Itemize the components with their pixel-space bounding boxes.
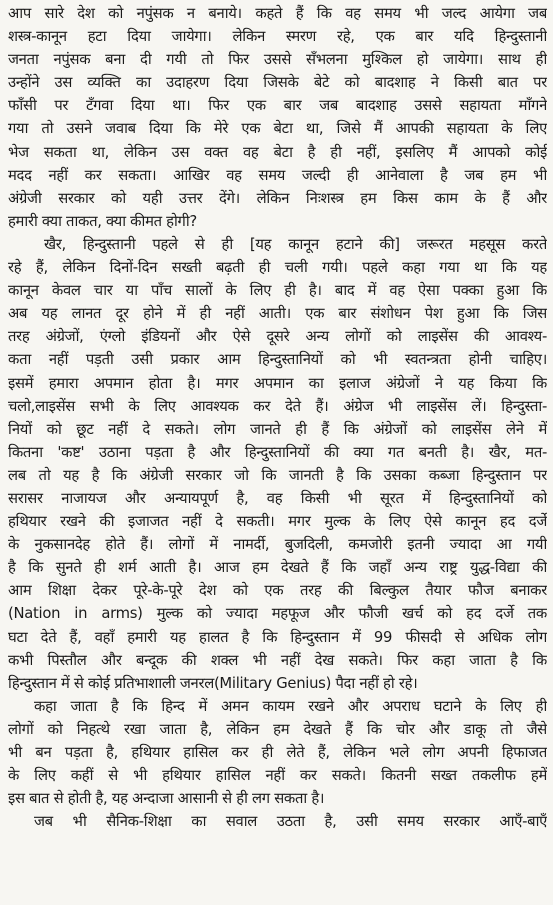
text-line: अब यह लानत दूर होने में ही नहीं आती। एक बार संशोधन पेश हुआ कि जिस <box>8 305 547 323</box>
text-line: के नुकसानदेह होते हैं। लोगों में नामर्दी, बुजदिली, कमजोरी इतनी ज्यादा आ गयी <box>8 536 547 554</box>
text-line: हिन्दुस्तान में से कोई प्रतिभाशाली जनरल(Military Genius) पैदा नहीं हो रहे। <box>8 674 418 692</box>
text-line: फाँसी पर टँगवा दिया था। फिर एक बार जब बादशाह उससे सहायता माँगने <box>8 97 547 115</box>
text-line: है कि सुनते ही शर्म आती है। आज हम देखते हैं कि जहाँ अन्य राष्ट्र युद्ध-विद्या की <box>8 559 547 577</box>
paragraph-start-line: खैर, हिन्दुस्तानी पहले से ही [यह कानून हटाने की] जरूरत महसूस करते <box>44 235 547 253</box>
text-line: लब तो यह है कि अंग्रेजी सरकार जो कि जानती है कि उसका कब्जा हिन्दुस्तान पर <box>8 466 547 484</box>
text-line: इस बात से होती है, यह अन्दाजा आसानी से ही लग सकता है। <box>8 790 325 808</box>
paragraph-start-line: कहा जाता है कि हिन्द में अमन कायम रखने और अपराध घटाने के लिए ही <box>34 697 547 715</box>
text-line: भेज सकता था, लेकिन उस वक्त वह बेटा है ही नहीं, इसलिए मैं आपको कोई <box>8 143 547 161</box>
text-line: हथियार रखने की इजाजत नहीं दे सकती। मगर मुल्क के लिए ऐसे कानून हद दर्जे <box>8 513 547 531</box>
text-line: तरह अंग्रेजों, एंग्लो इंडियनों और ऐसे दूसरे अन्य लोगों को लाइसेंस की आवश्य- <box>8 328 547 346</box>
text-line: कता नहीं पड़ती उसी प्रकार आम हिन्दुस्तानियों को भी स्वतन्त्रता होनी चाहिए। <box>8 351 547 369</box>
text-line: उन्होंने उस व्यक्ति का उदाहरण दिया जिसके बेटे को बादशाह ने किसी बात पर <box>8 74 547 92</box>
text-line: सरासर नाजायज और अन्यायपूर्ण है, वह किसी भी सूरत में हिन्दुस्तानियों को <box>8 489 547 507</box>
text-line: भी बन पड़ता है, हथियार हासिल कर ही लेते हैं, लेकिन भले लोग अपनी हिफाजत <box>8 744 547 761</box>
text-line: आम शिक्षा देकर पूरे-के-पूरे देश को एक तरह की बिल्कुल तैयार फौज बनाकर <box>8 582 547 600</box>
text-line: गया तो उसने जवाब दिया कि मेरे एक बेटा था, जिसे मैं आपकी सहायता के लिए <box>8 120 547 138</box>
text-line: चलो,लाइसेंस सभी के लिए आवश्यक कर देते हैं। अंग्रेज भी लाइसेंस लें। हिन्दुस्ता- <box>8 397 547 415</box>
text-line: नियों को छूट नहीं दे सकते। लोग जानते ही हैं कि अंग्रेजों को लाइसेंस लेने में <box>8 420 547 438</box>
text-line: कितना 'कष्ट' उठाना पड़ता है और हिन्दुस्तानियों की क्या गत बनती है। खैर, मत- <box>8 443 547 461</box>
text-line: इसमें हमारा अपमान होता है। मगर अपमान का इलाज अंग्रेजों ने यह किया कि <box>8 374 547 392</box>
text-line: कभी पिस्तौल और बन्दूक की शक्ल भी नहीं देख सकते। फिर कहा जाता है कि <box>8 651 547 669</box>
text-line: आप सारे देश को नपुंसक न बनाये। कहते हैं कि वह समय भी जल्द आयेगा जब <box>8 5 547 22</box>
text-line: घटा देते हैं, वहाँ हमारी यह हालत है कि हिन्दुस्तान में 99 फीसदी से अधिक लोग <box>8 628 547 646</box>
text-line: के लिए कहीं से भी हथियार हासिल नहीं कर सकते। कितनी सख्त तकलीफ हमें <box>8 767 547 785</box>
text-line: अंग्रेजी सरकार को यही उत्तर देंगे। लेकिन निःशस्त्र हम किस काम के हैं और <box>8 189 547 207</box>
text-line: (Nation in arms) मुल्क को ज्यादा महफूज और फौजी खर्च को हद दर्जे तक <box>8 605 547 623</box>
paragraph-start-line: जब भी सैनिक-शिक्षा का सवाल उठता है, उसी समय सरकार आएँ-बाएँ <box>34 813 547 831</box>
text-line: शस्त्र-कानून हटा दिया जायेगा। लेकिन स्मरण रहे, एक बार यदि हिन्दुस्तानी <box>8 28 547 46</box>
text-line: जनता नपुंसक बना दी गयी तो फिर उससे सँभलना मुश्किल हो जायेगा। साथ ही <box>8 51 547 69</box>
text-line: लोगों को निहत्थे रखा जाता है, लेकिन हम देखते हैं कि चोर और डाकू तो जैसे <box>8 720 547 738</box>
text-line: रहे हैं, लेकिन दिनों-दिन सख्ती बढ़ती ही चली गयी। पहले कहा गया था कि यह <box>8 259 547 277</box>
text-line: हमारी क्या ताकत, क्या कीमत होगी? <box>8 212 197 230</box>
text-line: मदद नहीं कर सकता। आखिर वह समय जल्दी ही आनेवाला है जब हम भी <box>8 166 547 184</box>
text-line: कानून केवल चार या पाँच सालों के लिए ही है। बाद में वह ऐसा पक्का हुआ कि <box>8 282 547 300</box>
